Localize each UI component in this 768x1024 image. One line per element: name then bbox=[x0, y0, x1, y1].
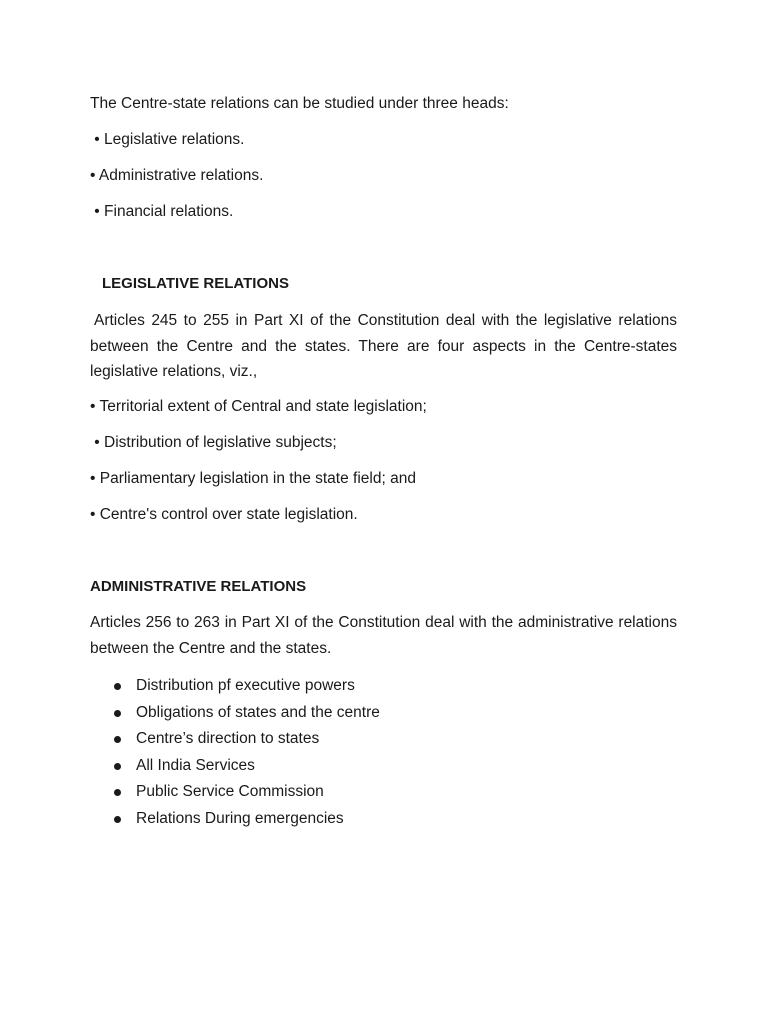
bullet-icon bbox=[114, 710, 121, 717]
legislative-item-2: • Distribution of legislative subjects; bbox=[90, 434, 337, 451]
intro-item-legislative: • Legislative relations. bbox=[90, 131, 245, 148]
legislative-paragraph: Articles 245 to 255 in Part XI of the Constitution deal with the legislative relations between the Centre and the states. There are four aspects in the Centre-states legislative relations, viz., bbox=[90, 312, 677, 380]
bullet-icon bbox=[114, 763, 121, 770]
legislative-item-4: • Centre's control over state legislation. bbox=[90, 506, 358, 523]
list-item-label: Centre’s direction to states bbox=[136, 730, 320, 748]
list-item bbox=[90, 806, 650, 833]
list-item-label: Distribution pf executive powers bbox=[136, 677, 355, 694]
intro-item-administrative: • Administrative relations. bbox=[90, 167, 264, 184]
legislative-item-3: • Parliamentary legislation in the state field; and bbox=[90, 470, 416, 487]
list-item-label: Public Service Commission bbox=[136, 783, 324, 801]
intro-item-financial: • Financial relations. bbox=[90, 203, 234, 220]
bullet-icon bbox=[114, 736, 121, 743]
bullet-icon bbox=[114, 816, 121, 823]
administrative-paragraph: Articles 256 to 263 in Part XI of the Constitution deal with the administrative relations between the Centre and the states. bbox=[90, 614, 677, 657]
list-item bbox=[90, 726, 650, 753]
administrative-heading: ADMINISTRATIVE RELATIONS bbox=[90, 578, 307, 595]
bullet-icon bbox=[114, 683, 121, 690]
list-item-label: All India Services bbox=[136, 756, 255, 774]
list-item bbox=[90, 779, 650, 806]
list-item bbox=[90, 673, 650, 700]
list-item bbox=[90, 753, 650, 780]
list-item-label: Obligations of states and the centre bbox=[136, 703, 380, 721]
intro-text: The Centre-state relations can be studied under three heads: bbox=[90, 95, 509, 112]
list-item bbox=[90, 700, 650, 727]
list-item-label: Relations During emergencies bbox=[136, 809, 344, 827]
legislative-item-1: • Territorial extent of Central and state legislation; bbox=[90, 398, 427, 415]
legislative-heading: LEGISLATIVE RELATIONS bbox=[102, 275, 289, 292]
bullet-icon bbox=[114, 789, 121, 796]
administrative-list bbox=[90, 673, 650, 833]
